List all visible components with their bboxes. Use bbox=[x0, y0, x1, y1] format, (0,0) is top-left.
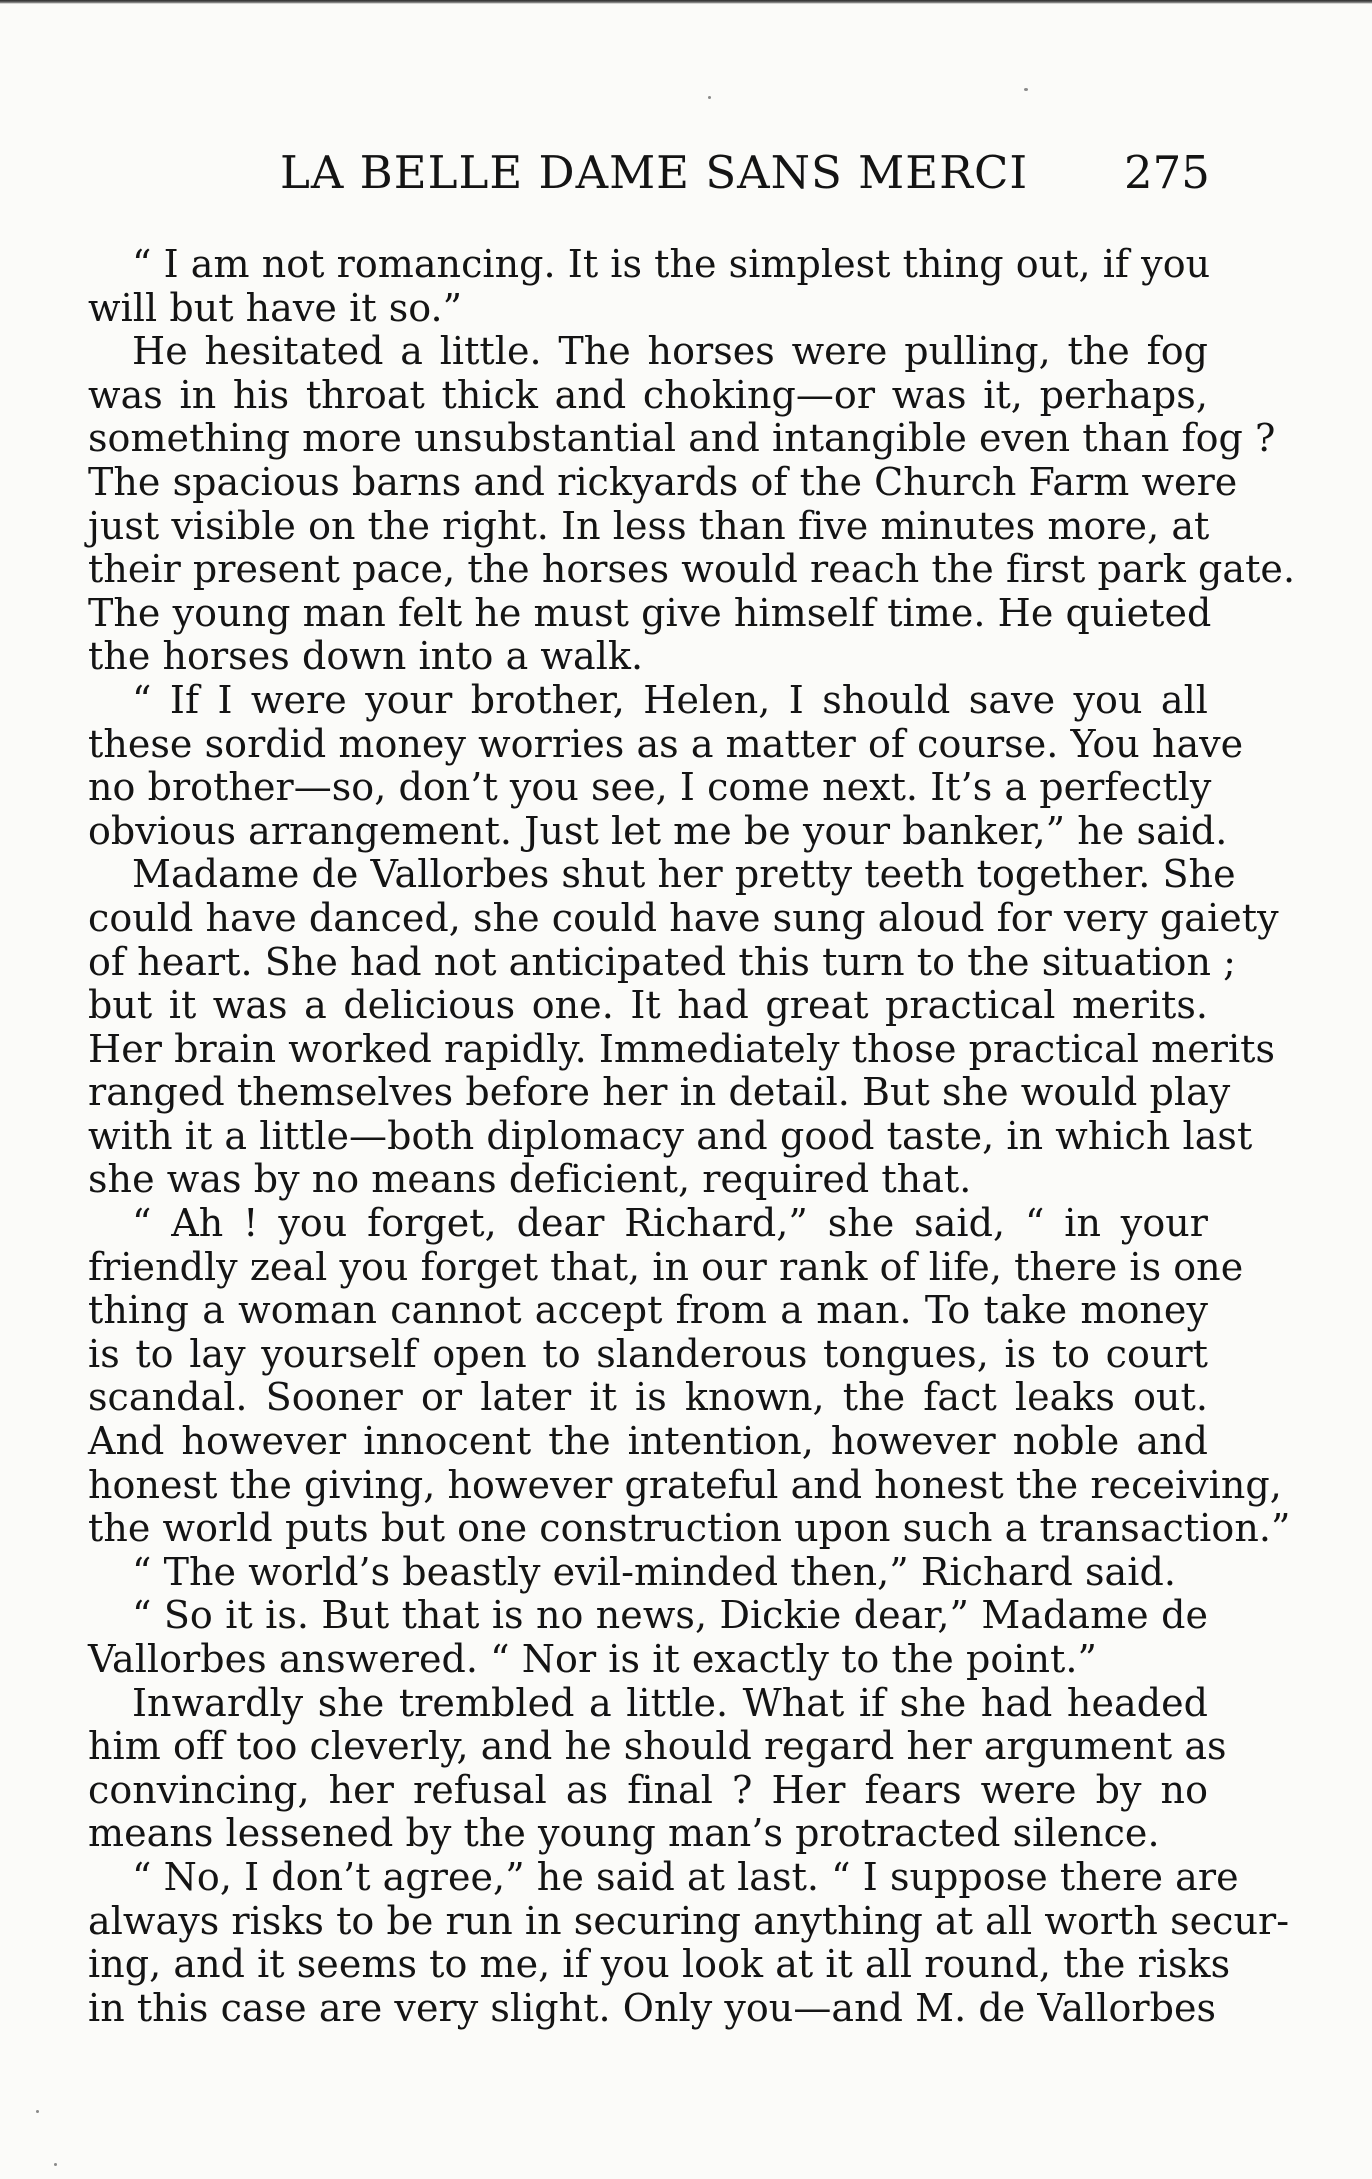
text-line: was in his throat thick and choking—or was it, perhaps, bbox=[88, 372, 1208, 417]
page-number: 275 bbox=[1124, 146, 1210, 199]
text-line: He hesitated a little. The horses were pulling, the fog bbox=[132, 329, 1208, 374]
text-line: Vallorbes answered. “ Nor is it exactly to the point.” bbox=[88, 1637, 1097, 1681]
text-line: And however innocent the intention, however noble and bbox=[88, 1419, 1208, 1464]
text-line: in this case are very slight. Only you—and M. de Vallorbes bbox=[88, 1985, 1217, 2030]
text-line: Inwardly she trembled a little. What if she had headed bbox=[132, 1680, 1208, 1725]
text-line: “ The world’s beastly evil-minded then,” Richard said. bbox=[132, 1549, 1176, 1594]
page-header bbox=[88, 146, 1210, 210]
text-line: honest the giving, however grateful and honest the receiving, bbox=[88, 1462, 1282, 1507]
print-speck bbox=[1024, 88, 1028, 91]
text-line: of heart. She had not anticipated this turn to the situation ; bbox=[88, 939, 1236, 984]
text-line: always risks to be run in securing anything at all worth secur- bbox=[88, 1898, 1290, 1943]
text-line: convincing, her refusal as final ? Her fears were by no bbox=[88, 1767, 1208, 1812]
text-line: friendly zeal you forget that, in our rank of life, there is one bbox=[88, 1244, 1244, 1289]
text-line: no brother—so, don’t you see, I come next. It’s a perfectly bbox=[88, 765, 1212, 810]
running-title: LA BELLE DAME SANS MERCI bbox=[280, 146, 1029, 199]
text-line: “ I am not romancing. It is the simplest thing out, if you bbox=[132, 242, 1211, 286]
page-top-edge bbox=[0, 0, 1372, 4]
print-speck bbox=[708, 96, 711, 99]
text-line: just visible on the right. In less than five minutes more, at bbox=[88, 503, 1210, 548]
text-line: means lessened by the young man’s protracted silence. bbox=[88, 1811, 1160, 1856]
text-line: could have danced, she could have sung aloud for very gaiety bbox=[88, 895, 1279, 940]
text-line: the world puts but one construction upon such a transaction.” bbox=[88, 1506, 1291, 1551]
text-line: “ No, I don’t agree,” he said at last. “ I suppose there are bbox=[132, 1854, 1239, 1899]
text-line: obvious arrangement. Just let me be your banker,” he said. bbox=[88, 808, 1228, 853]
text-line: will but have it so.” bbox=[88, 285, 463, 330]
print-speck bbox=[36, 2110, 39, 2113]
text-line: but it was a delicious one. It had great practical merits. bbox=[88, 983, 1208, 1028]
text-line: him off too cleverly, and he should regard her argument as bbox=[88, 1724, 1227, 1769]
text-line: something more unsubstantial and intangible even than fog ? bbox=[88, 416, 1276, 461]
text-line: with it a little—both diplomacy and good taste, in which last bbox=[88, 1113, 1253, 1158]
text-line: “ If I were your brother, Helen, I should save you all bbox=[132, 677, 1208, 722]
text-line: she was by no means deficient, required that. bbox=[88, 1157, 972, 1202]
text-line: is to lay yourself open to slanderous tongues, is to court bbox=[88, 1331, 1208, 1376]
text-line: their present pace, the horses would reach the first park gate. bbox=[88, 547, 1296, 592]
text-line: Madame de Vallorbes shut her pretty teeth together. She bbox=[132, 852, 1236, 897]
text-line: “ So it is. But that is no news, Dickie dear,” Madame de bbox=[132, 1593, 1208, 1638]
text-line: ranged themselves before her in detail. But she would play bbox=[88, 1070, 1231, 1115]
text-line: scandal. Sooner or later it is known, the fact leaks out. bbox=[88, 1375, 1208, 1420]
text-line: these sordid money worries as a matter of course. You have bbox=[88, 721, 1244, 766]
print-speck bbox=[54, 2163, 57, 2166]
text-line: The spacious barns and rickyards of the Church Farm were bbox=[88, 459, 1238, 504]
text-line: Her brain worked rapidly. Immediately those practical merits bbox=[88, 1026, 1276, 1071]
text-line: the horses down into a walk. bbox=[88, 634, 644, 679]
body-text bbox=[88, 242, 1296, 2043]
text-line: The young man felt he must give himself time. He quieted bbox=[88, 590, 1212, 635]
text-line: “ Ah ! you forget, dear Richard,” she said, “ in your bbox=[132, 1201, 1208, 1246]
text-line: ing, and it seems to me, if you look at it all round, the risks bbox=[88, 1942, 1231, 1987]
text-line: thing a woman cannot accept from a man. To take money bbox=[88, 1288, 1208, 1333]
